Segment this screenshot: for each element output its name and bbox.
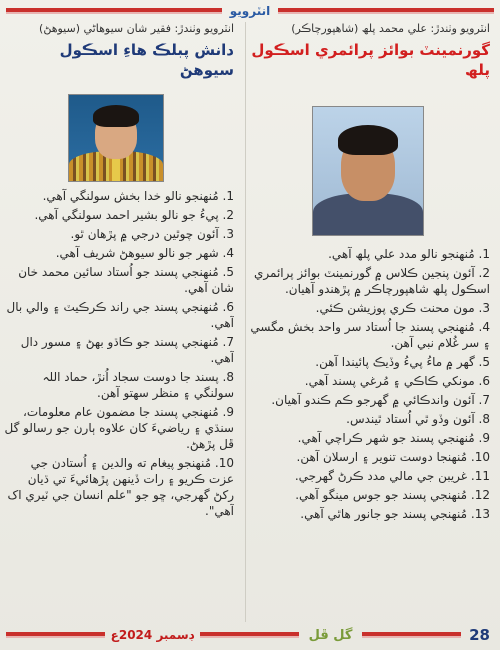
answers-list xyxy=(4,188,234,519)
list-item: 11. غريبن جي مالي مدد ڪرڻ گھرجي. xyxy=(294,469,490,483)
student-photo xyxy=(312,106,424,236)
list-item: 2. پيءُ جو نالو بشير احمد سولنگي آھي. xyxy=(34,208,234,222)
list-item: 1. مُنھنجو نالو خدا بخش سولنگي آھي. xyxy=(42,189,234,203)
footer-rule-left xyxy=(6,632,105,638)
list-item: 2. آئون پنجين ڪلاس ۾ گورنمينٽ بوائز پرائمري اسڪول پلھ شاھپورچاڪر ۾ پڙھندو آھيان. xyxy=(254,266,490,296)
header-band xyxy=(6,4,494,18)
list-item: 8. آئون وڏو ٿي اُستاد ٿيندس. xyxy=(346,412,490,426)
magazine-name: گل ڦل xyxy=(308,627,353,643)
answers-list xyxy=(245,246,490,522)
list-item: 3. آئون چوٿين درجي ۾ پڙھان ٿو. xyxy=(70,227,234,241)
list-item: 12. مُنھنجي پسند جو جوس مينگو آھي. xyxy=(295,488,490,502)
header-rule-right xyxy=(278,8,494,14)
list-item: 5. گھر ۾ ماءُ پيءُ وڏيڪ پائيندا آھن. xyxy=(315,355,490,369)
list-item: 5. مُنھنجي پسند جو اُستاد سائين محمد خان شان آھي. xyxy=(18,265,234,295)
list-item: 7. آئون واندڪائي ۾ گھرجو ڪم ڪندو آھيان. xyxy=(271,393,490,407)
list-item: 6. مونکي ڪاڪي ۽ مُرغي پسند آھي. xyxy=(304,374,490,388)
interview-right xyxy=(245,22,490,525)
list-item: 8. پسند جا دوست سجاد اُنڙ، حماد اللہ سولنگي ۽ منظر سھتو آھن. xyxy=(42,370,234,400)
footer-band xyxy=(6,626,494,644)
page-number: 28 xyxy=(469,626,490,644)
list-item: 3. مون محنت ڪري پوزيشن ڪئي. xyxy=(315,301,490,315)
list-item: 4. شھر جو نالو سيوھڻ شريف آھي. xyxy=(55,246,234,260)
photo-tie xyxy=(112,159,120,181)
list-item: 6. مُنھنجي پسند جي راند ڪرڪيٽ ۽ والي بال آھي. xyxy=(6,300,234,330)
photo-hair xyxy=(93,105,139,127)
list-item: 1. مُنھنجو نالو مدد علي پلھ آھي. xyxy=(328,247,490,261)
issue-date: ڊسمبر 2024ع xyxy=(110,628,194,642)
interviewer-byline: انٽرويو وٺندڙ: علي محمد پلھ (شاھپورچاڪر) xyxy=(291,22,490,35)
list-item: 9. مُنھنجي پسند جو شھر ڪراچي آھي. xyxy=(297,431,490,445)
footer-rule-mid-left xyxy=(200,632,299,638)
student-photo xyxy=(68,94,164,182)
photo-hair xyxy=(338,125,398,155)
section-title: انٽرويو xyxy=(229,4,271,18)
footer-rule-mid-right xyxy=(362,632,461,638)
list-item: 10. مُنھنجا دوست تنوير ۽ ارسلان آھن. xyxy=(296,450,490,464)
list-item: 9. مُنھنجي پسند جا مضمون عام معلومات، سنڌي ۽ رياضيءَ کان علاوه ٻارن جو رسالو گل ڦل پڙھڻ. xyxy=(4,405,234,451)
interview-left xyxy=(4,22,234,522)
header-rule-left xyxy=(6,8,222,14)
school-headline: گورنمينٽ بوائز پرائمري اسڪول پلھ xyxy=(251,41,490,79)
list-item: 7. مُنھنجي پسند جو ڪاڌو بھڻ ۽ مسور دال آھي. xyxy=(20,335,234,365)
school-headline: دانش پبلڪ ھاءِ اسڪول سيوھڻ xyxy=(59,41,234,79)
list-item: 13. مُنھنجي پسند جو جانور هاٿي آھي. xyxy=(300,507,490,521)
list-item: 4. مُنھنجي پسند جا اُستاد سر واحد بخش مگسي ۽ سر غُلام نبي آھن. xyxy=(250,320,490,350)
list-item: 10. مُنھنجو پيغام ته والدين ۽ اُستادن جي عزت ڪريو ۽ رات ڏينھن پڙھائيءَ تي ڌيان رکڻ گھرجي، ڇو جو "علم انسان جي ٽيري اک آھي". xyxy=(7,456,234,518)
interviewer-byline: انٽرويو وٺندڙ: فقير شان سيوھاڻي (سيوھڻ) xyxy=(39,22,234,35)
